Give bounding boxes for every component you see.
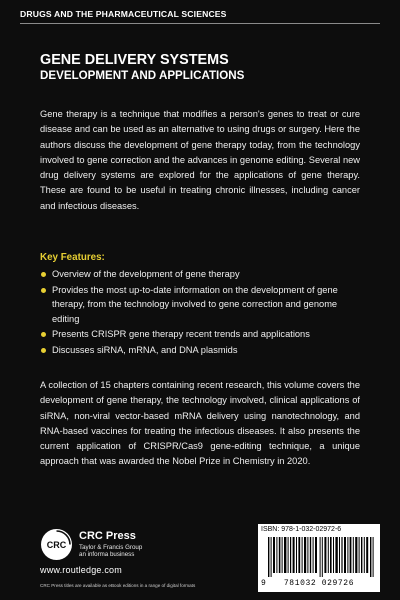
book-subtitle: DEVELOPMENT AND APPLICATIONS (40, 69, 245, 82)
feature-text: Overview of the development of gene therapy (52, 269, 240, 279)
publisher-business: an informa business (79, 551, 135, 558)
series-name: DRUGS AND THE PHARMACEUTICAL SCIENCES (20, 9, 227, 19)
header-rule (20, 23, 380, 24)
isbn-label: ISBN: 978-1-032-02972-6 (261, 526, 342, 533)
list-item (40, 343, 360, 358)
bullet-icon (41, 332, 46, 337)
feature-text: Presents CRISPR gene therapy recent trends and applications (52, 329, 310, 340)
summary-paragraph: A collection of 15 chapters containing recent research, this volume covers the development of gene therapy, the technology involved, clinical applications of siRNA, non-viral vector-based mRNA delivery using nanotechnology, and RNA-based vaccines for treating the infectious diseases. It also presents the current application of CRISPR/Cas9 gene-editing technique, a unique approach that was awarded the Nobel Prize in Chemistry in 2020. (40, 380, 360, 467)
publisher-group: Taylor & Francis Group (79, 544, 143, 551)
publisher-website: www.routledge.com (40, 565, 122, 575)
feature-text: Provides the most up-to-date information on the development of gene therapy, from the technology involved to gene correction and genome editing (52, 284, 338, 324)
key-features-heading: Key Features: (40, 252, 105, 263)
crc-logo-text: CRC (46, 540, 67, 550)
book-title: GENE DELIVERY SYSTEMS (40, 52, 229, 68)
ebook-note: CRC Press titles are available as eBook editions in a range of digital formats (40, 583, 196, 588)
barcode-number (258, 579, 380, 588)
list-item (40, 283, 360, 327)
bullet-icon (41, 348, 46, 353)
list-item (40, 267, 360, 282)
barcode-icon (268, 537, 374, 577)
intro-paragraph: Gene therapy is a technique that modifies a person's genes to treat or cure disease and can be used as an alternative to using drugs or surgery. Here the authors discuss the development of gene therapy today, from the technology involved to gene correction and the advances in genome editing. Several new drug delivery systems are explored for the applications of gene therapy. These are found to be useful in treating chronic illnesses, including cancer and infectious diseases. (40, 109, 360, 211)
crc-logo-icon (40, 528, 73, 561)
barcode-digits: 781032 029726 (283, 579, 355, 588)
barcode-lead-digit: 9 (261, 579, 267, 588)
list-item (40, 327, 360, 342)
publisher-name: CRC Press (79, 530, 136, 542)
bullet-icon (41, 272, 46, 277)
feature-text: Discusses siRNA, mRNA, and DNA plasmids (52, 344, 238, 355)
bullet-icon (41, 288, 46, 293)
key-features-list (40, 267, 360, 359)
